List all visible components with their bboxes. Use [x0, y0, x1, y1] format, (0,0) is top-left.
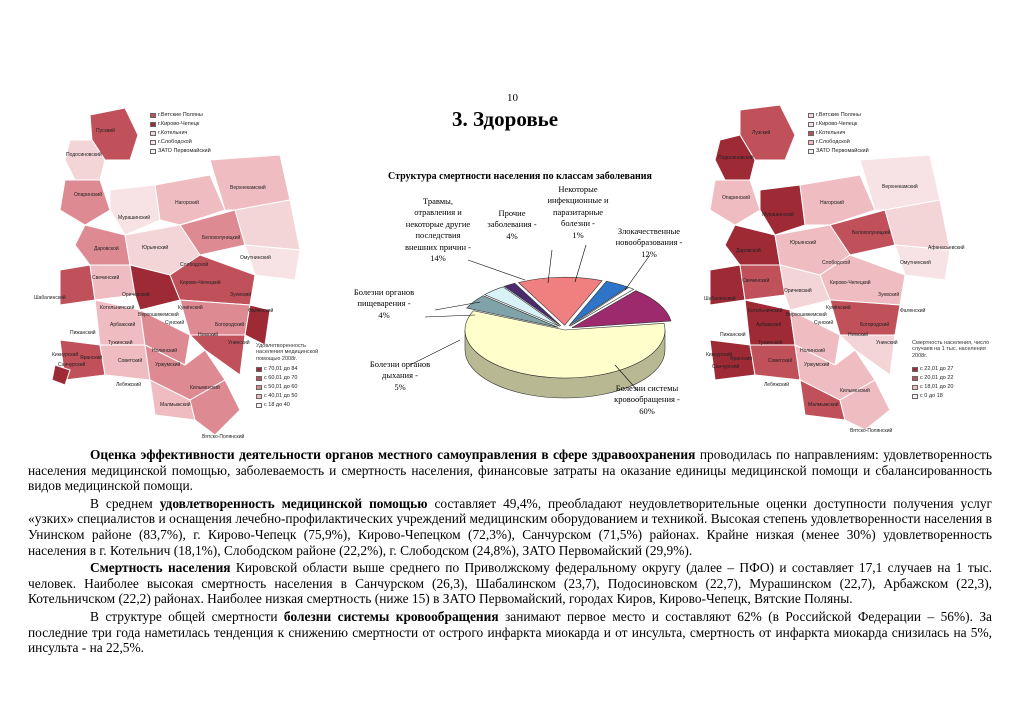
legend-label: с 20,01 до 22 [920, 375, 954, 381]
region-label: Кильмезский [840, 388, 870, 394]
region-label: Котельничский [748, 308, 783, 314]
region-label: Свечинский [92, 275, 120, 281]
region-label: Котельничский [100, 305, 135, 311]
legend-label: г.Кирово-Чепецк [816, 121, 858, 127]
region-label: Свечинский [742, 278, 770, 284]
legend-label: с 70,01 до 84 [264, 366, 298, 372]
pie-label-line: последствия [415, 230, 461, 241]
legend-label: с 0 до 18 [920, 393, 943, 399]
region-label: Кильмезский [190, 385, 220, 391]
left-satisfaction-map [30, 100, 330, 450]
legend-item [808, 112, 861, 118]
region-label: Унинский [228, 340, 250, 346]
region-label: Унинский [876, 340, 898, 346]
region-label: Белохолуницкий [202, 235, 241, 241]
paragraph-bold: болезни системы кровообращения [283, 608, 499, 624]
region-label: Яранский [80, 355, 103, 361]
pie-label-line: Травмы, [423, 196, 453, 206]
legend-swatch [256, 385, 262, 390]
pie-label-line: 4% [378, 309, 390, 320]
region-label: Оричевский [784, 288, 812, 294]
region-label: Уржумский [155, 362, 181, 368]
region-label: Фаленский [248, 308, 274, 314]
legend-swatch [808, 122, 814, 127]
paragraph-evaluation [28, 447, 992, 494]
body-text [28, 447, 992, 656]
legend-item [912, 366, 953, 372]
pie-label-line: кровообращения - [614, 394, 680, 405]
region-label: Слободской [180, 262, 209, 268]
region-label: Верхнекамский [882, 184, 918, 190]
pie-label-line: некоторые другие [405, 218, 471, 229]
pie-label-line: 14% [430, 253, 446, 264]
legend-item [808, 148, 869, 154]
pie-label-line: новообразования - [615, 237, 683, 248]
region-label: Арбажский [756, 322, 782, 328]
region-label: Лебяжский [764, 382, 790, 388]
legend-item [150, 139, 192, 145]
legend-swatch [256, 403, 262, 408]
legend-item [912, 393, 943, 399]
pie-label-line: Некоторые [558, 184, 598, 194]
legend-label: с 22,01 до 27 [920, 366, 954, 372]
pie-label-line: Болезни системы [615, 383, 679, 393]
paragraph-bold: Оценка эффективности деятельности органов местного самоуправления в сфере здравоохранения [90, 447, 696, 462]
region-label: Немский [848, 332, 869, 338]
region-label: Советский [118, 358, 143, 364]
pie-label-line: Болезни органов [353, 287, 415, 297]
right-mortality-map [700, 100, 995, 440]
legend-label: г.Кирово-Чепецк [158, 121, 200, 127]
pie-label-neoplasms [606, 226, 692, 260]
region-label: Тужинский [758, 340, 783, 346]
region-label: Лебяжский [116, 382, 142, 388]
region-label: Юрьянский [142, 245, 169, 251]
pie-label-line: дыхания - [382, 370, 418, 381]
region-label: Омутнинский [240, 255, 271, 261]
paragraph-text: В структуре общей смертности [90, 608, 284, 624]
paragraph-text: Кировской области выше среднего по Приволжскому федеральному округу (далее – ПФО) и составляет 17,1 случаев на 1 тыс. человек. Наиболее высокая смертность населения в Санчурском (26,3), Шабалинском (23,7), Подосиновском (22,7), Мурашинском (22,7), Арбажском (22,3), Котельничском (22,2) районах. Наиболее низкая смертность (ниже 15) в ЗАТО Первомайский, городах Киров, Кирово-Чепецк, Вятские Поляны. [28, 560, 992, 607]
region-label: Лузский [752, 130, 771, 136]
legend-item [912, 375, 953, 381]
legend-item [150, 148, 211, 154]
pie-label-line: паразитарные [552, 206, 604, 217]
region-label: Даровской [736, 248, 761, 254]
pie-label-line: Прочие [498, 208, 526, 218]
region-label: Богородский [215, 322, 245, 328]
region-label: Шабалинский [34, 295, 66, 301]
legend-swatch [912, 376, 918, 381]
pie-leader-line [575, 245, 586, 282]
legend-swatch [150, 131, 156, 136]
region-label: Фаленский [900, 308, 926, 314]
region-label: Кирово-Чепецкий [830, 280, 871, 286]
legend-swatch [808, 113, 814, 118]
section-title: 3. Здоровье [452, 107, 559, 131]
legend-label: с 18,01 до 20 [920, 384, 954, 390]
pie-leader-line [425, 315, 475, 317]
region-label: Арбажский [110, 322, 136, 328]
region-label: Сунский [165, 320, 185, 326]
region-label: Немский [198, 332, 219, 338]
pie-label-line: заболевания - [487, 219, 537, 230]
legend-item [808, 139, 850, 145]
region-label: Пижанский [70, 330, 96, 336]
region-label: Нолинский [800, 348, 826, 354]
pie-label-line: внешних причин - [404, 241, 472, 252]
legend-item [256, 384, 297, 390]
legend-swatch [150, 149, 156, 154]
pie-label-line: Болезни органов [369, 359, 431, 369]
legend-item [808, 130, 845, 136]
region-label: Зуевский [230, 292, 252, 298]
paragraph-bold: Смертность населения [90, 560, 231, 576]
region-label: Оричевский [122, 292, 150, 298]
legend-swatch [808, 131, 814, 136]
pie-label-other [483, 208, 541, 242]
paragraph-text: составляет 49,4%, преобладают неудовлетворительные оценки доступности получения услуг «узких» специалистов и оснащения лечебно-профилактических учреждений медицинским оборудованием и техникой. Высокая степень удовлетворенности населения в Унинском районе (83,7%), г. Кирово-Чепецк (75,9%), Кирово-Чепецком (72,3%), Санчурском (71,5%) районах. Крайне низкая (менее 30%) удовлетворенность населения в г. Котельнич (18,1%), Слободском районе (22,2%), г. Слободском (24,8%), ЗАТО Первомайский (29,9%). [28, 495, 993, 558]
region-label: Малмыжский [160, 402, 191, 408]
region-label: Уржумский [804, 362, 830, 368]
region-label: Зуевский [878, 292, 900, 298]
legend-swatch [912, 367, 918, 372]
legend-item [256, 375, 297, 381]
region-label: Яранский [730, 356, 753, 362]
legend-item [150, 121, 199, 127]
paragraph-mortality [28, 560, 992, 607]
legend-item [256, 366, 297, 372]
legend-item [150, 130, 187, 136]
pie-label-line: пищеварения - [357, 298, 411, 309]
pie-label-line: 12% [641, 248, 657, 259]
region-label: Кикнурский [52, 352, 79, 358]
region-label: Санчурский [712, 364, 740, 370]
legend-label: с 60,01 до 70 [264, 375, 298, 381]
region-label: Подосиновский [66, 152, 102, 158]
paragraph-satisfaction [28, 496, 992, 558]
legend-title: Удовлетворенность населения медицинской помощью 2008г. [256, 343, 319, 362]
legend-label: г.Вятские Поляны [816, 112, 861, 118]
chart-title: Структура смертности населения по классам заболевания [388, 171, 652, 182]
region-label: Кирово-Чепецкий [180, 280, 221, 286]
region-label: Сунский [814, 320, 834, 326]
paragraph-text: В среднем [90, 495, 160, 511]
legend-swatch [150, 113, 156, 118]
region-label: Нолинский [152, 348, 178, 354]
pie-label-line: 60% [639, 405, 655, 416]
pie-label-respiratory [360, 359, 440, 393]
paragraph-circulatory [28, 609, 992, 656]
legend-swatch [150, 122, 156, 127]
legend-label: с 50,01 до 60 [264, 384, 298, 390]
paragraph-text: занимают первое место и составляют 62% (в Российской Федерации – 56%). За последние три года наметилась тенденция к снижению смертности от острого инфаркта миокарда и от инсульта, смертность от инфаркта миокарда снизилась на 5%, инсульта - на 22,5%. [28, 608, 992, 656]
pie-label-circulatory [602, 383, 692, 417]
legend-label: ЗАТО Первомайский [158, 148, 211, 154]
legend-item [150, 112, 203, 118]
legend-label: с 18 до 40 [264, 402, 290, 408]
legend-label: г.Котельнич [816, 130, 846, 136]
legend-swatch [256, 376, 262, 381]
region-label: Опаринский [74, 192, 102, 198]
legend-swatch [256, 367, 262, 372]
region-label: Верхнекамский [230, 185, 266, 191]
pie-label-line: болезни - [561, 218, 595, 229]
legend-item [912, 384, 953, 390]
region-label: Нагорский [175, 200, 199, 206]
region-label: Пусквий [96, 128, 115, 134]
paragraph-text: проводилась по направлениям: удовлетворенность населения медицинской помощью, заболеваемость и смертность населения, финансовые затраты на оказание единицы медицинской помощи и сбалансированность видов медицинской помощи. [28, 447, 992, 494]
region-label: Мурашинский [762, 212, 795, 218]
legend-item [256, 402, 290, 408]
legend-item [808, 121, 857, 127]
region-label: Шабалинский [704, 296, 736, 302]
legend-swatch [912, 385, 918, 390]
region-label: Юрьянский [790, 240, 817, 246]
legend-swatch [150, 140, 156, 145]
legend-label: г.Слободской [158, 139, 192, 145]
legend-label: ЗАТО Первомайский [816, 148, 869, 154]
pie-label-line: 5% [394, 381, 406, 392]
region-label: Кумёнский [826, 305, 851, 311]
mortality-structure-chart [340, 165, 695, 435]
region-label: Афанасьевский [928, 245, 965, 251]
paragraph-bold: удовлетворенность медицинской помощью [159, 495, 428, 511]
region-label: Богородский [860, 322, 890, 328]
region-label: Даровской [94, 246, 119, 252]
region-label: Кумёнский [178, 305, 203, 311]
pie-label-line: 1% [572, 229, 584, 240]
region-label: Омутнинский [900, 260, 931, 266]
legend-swatch [808, 140, 814, 145]
region-label: Вятско-Полянский [202, 434, 245, 440]
pie-label-line: отравления и [414, 207, 462, 218]
legend-label: с 40,01 до 50 [264, 393, 298, 399]
legend-swatch [912, 394, 918, 399]
region-label: Верхошижемский [138, 312, 179, 318]
region-label: Тужинский [108, 340, 133, 346]
pie-label-line: Злокачественные [617, 226, 681, 236]
region-label: Опаринский [722, 195, 750, 201]
pie-label-line: 4% [506, 230, 518, 241]
region-label: Советский [768, 358, 793, 364]
legend-label: г.Слободской [816, 139, 850, 145]
legend-item [256, 393, 297, 399]
region-label: Верхошижемский [786, 312, 827, 318]
region-label: Кикнурский [706, 352, 733, 358]
region-label: Слободской [822, 260, 851, 266]
region-label: Пижанский [720, 332, 746, 338]
legend-swatch [808, 149, 814, 154]
region-label: Белохолуницкий [852, 230, 891, 236]
region-label: Нагорский [820, 200, 844, 206]
region-label: Санчурский [58, 362, 86, 368]
page-number: 10 [507, 92, 518, 104]
region-label: Вятско-Полянский [850, 428, 893, 434]
pie-label-digestive [342, 287, 426, 321]
region-label: Малмыжский [808, 402, 839, 408]
legend-label: г.Вятские Поляны [158, 112, 203, 118]
legend-label: г.Котельнич [158, 130, 188, 136]
legend-title: Смертность населения, число случаев на 1 тыс. населения 2008г. [912, 340, 990, 359]
region-label: Подосиновский [718, 155, 754, 161]
legend-swatch [256, 394, 262, 399]
region-label: Мурашинский [118, 215, 151, 221]
pie-label-line: инфекционные и [547, 195, 609, 206]
pie-label-injuries [392, 196, 484, 265]
